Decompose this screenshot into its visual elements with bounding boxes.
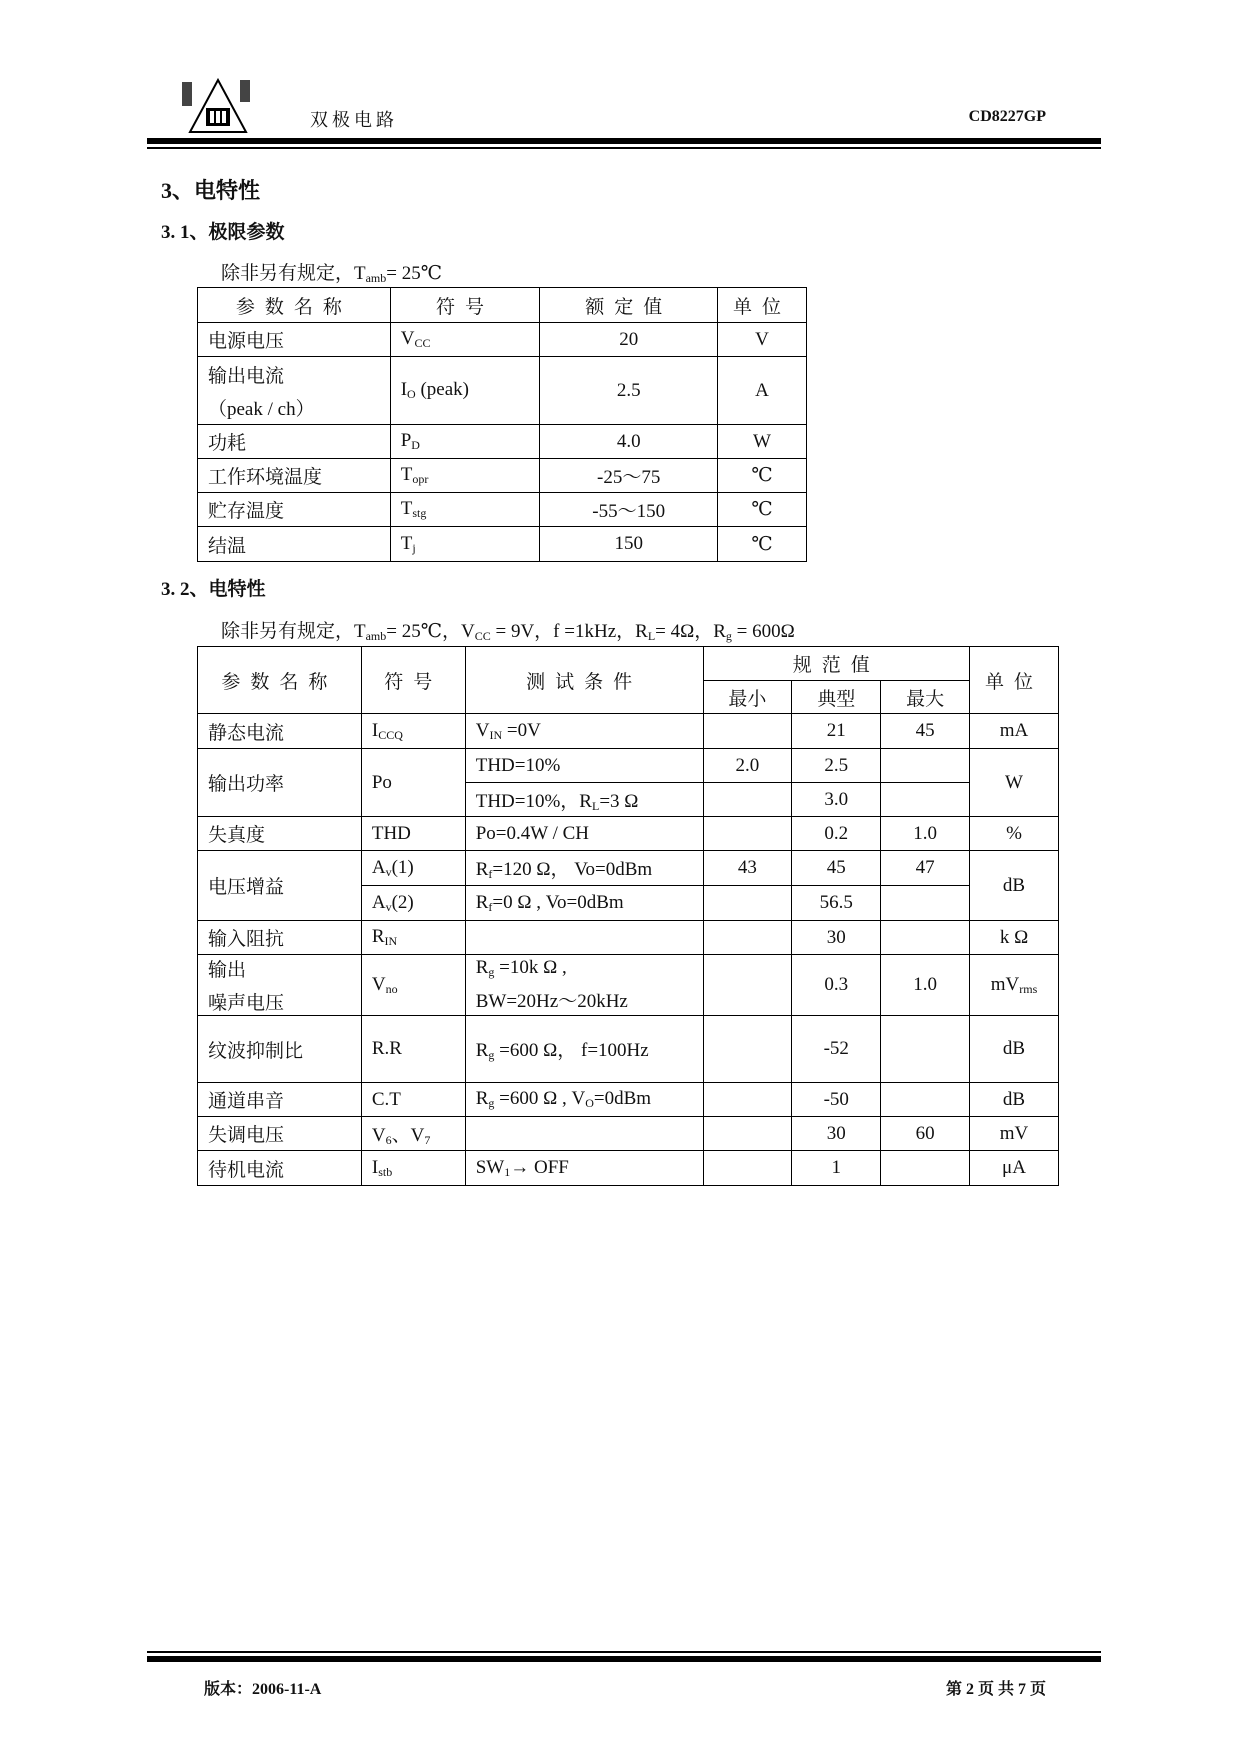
test-condition — [465, 817, 703, 851]
rating: -55～150 — [540, 493, 718, 527]
text-segment: SW — [475, 1156, 505, 1178]
symbol — [361, 1016, 465, 1083]
max-value: 47 — [881, 851, 970, 886]
symbol — [361, 921, 465, 955]
subscript: CC — [414, 336, 431, 350]
condition-line1 — [476, 854, 693, 882]
text-segment: T — [400, 464, 413, 485]
rating: 2.5 — [540, 357, 718, 425]
subscript: IN — [384, 934, 398, 948]
param-name — [198, 1016, 362, 1083]
unit — [970, 955, 1059, 1016]
param-name-line1: 输出功率 — [208, 774, 285, 795]
header-cell: 最大 — [881, 681, 970, 714]
text-segment: 除非另有规定，T — [221, 621, 366, 642]
max-value — [881, 921, 970, 955]
rating: -25～75 — [540, 459, 718, 493]
text-segment: =0 Ω , Vo=0dBm — [492, 891, 624, 913]
header-cell: 额定值 — [540, 288, 718, 323]
text-segment: = 25℃ — [386, 263, 443, 284]
text-segment: =3 Ω — [599, 790, 639, 812]
max-value — [881, 749, 970, 783]
param-name: 贮存温度 — [198, 493, 391, 527]
condition-line1 — [476, 786, 693, 814]
test-condition — [465, 714, 703, 749]
typ-value: 21 — [792, 714, 881, 749]
test-condition — [465, 1083, 703, 1117]
text-segment: dB — [1002, 1088, 1026, 1110]
test-condition — [465, 886, 703, 921]
subscript: 7 — [424, 1132, 431, 1147]
param-name-line1: 输入阻抗 — [208, 929, 285, 950]
condition-line1 — [476, 823, 693, 845]
symbol — [361, 749, 465, 817]
test-condition — [465, 921, 703, 955]
unit: V — [718, 323, 807, 357]
text-segment: 、V — [391, 1124, 425, 1146]
subscript: L — [591, 798, 600, 813]
subscript: amb — [365, 271, 387, 285]
param-name — [198, 921, 362, 955]
text-segment: THD=10%，R — [475, 790, 592, 812]
text-segment: P — [400, 430, 412, 451]
section-title: 3、电特性 — [161, 178, 261, 203]
param-name-line1: 静态电流 — [208, 722, 285, 744]
abs-max-title: 3. 1、极限参数 — [161, 222, 285, 243]
min-value — [703, 714, 792, 749]
param-name-line1: 通道串音 — [208, 1091, 285, 1112]
header-cell: 规范值 — [703, 647, 970, 681]
test-condition — [465, 851, 703, 886]
subscript: CCQ — [378, 727, 403, 742]
min-value — [703, 955, 792, 1016]
unit — [970, 714, 1059, 749]
text-segment: R — [475, 957, 489, 978]
rating: 20 — [540, 323, 718, 357]
subscript: j — [412, 540, 416, 555]
symbol — [361, 1151, 465, 1186]
page-number: 第 2 页 共 7 页 — [945, 1681, 1046, 1698]
subscript: 6 — [385, 1132, 392, 1147]
text-segment: = 25℃，V — [386, 621, 475, 642]
text-segment: μA — [1002, 1157, 1026, 1178]
subscript: f — [488, 899, 493, 914]
symbol — [361, 1083, 465, 1117]
test-condition — [465, 1151, 703, 1186]
param-name-line1: 纹波抑制比 — [208, 1040, 304, 1062]
header-rule-thick — [147, 138, 1101, 144]
test-condition — [465, 955, 703, 1016]
param-name-line1: 电压增益 — [208, 877, 285, 898]
min-value: 43 — [703, 851, 792, 886]
abs-max-table — [197, 287, 807, 562]
text-segment: → OFF — [510, 1156, 569, 1178]
text-segment: R — [475, 1040, 489, 1061]
param-name-line1: 输出 — [208, 960, 247, 981]
text-segment: V — [371, 973, 386, 995]
elec-table — [197, 646, 1059, 1186]
test-condition — [465, 749, 703, 783]
subscript: opr — [412, 472, 429, 486]
typ-value: 3.0 — [792, 783, 881, 817]
param-name-line2: 噪声电压 — [208, 993, 285, 1014]
elec-condition — [221, 616, 795, 644]
text-segment: (peak) — [415, 379, 469, 400]
text-segment: R — [371, 926, 385, 947]
unit — [970, 1016, 1059, 1083]
table-row — [198, 921, 1059, 955]
typ-value: -52 — [792, 1016, 881, 1083]
text-segment: 除非另有规定，T — [221, 263, 366, 284]
param-name: 功耗 — [198, 425, 391, 459]
subscript: g — [488, 1096, 495, 1110]
param-name-line2: （peak / ch） — [208, 398, 315, 420]
param-name — [198, 1083, 362, 1117]
param-name: 结温 — [198, 527, 391, 562]
subscript: g — [488, 1048, 495, 1062]
min-value: 2.0 — [703, 749, 792, 783]
symbol — [390, 357, 540, 425]
unit: A — [718, 357, 807, 425]
rating: 150 — [540, 527, 718, 562]
typ-value: 56.5 — [792, 886, 881, 921]
typ-value: 0.2 — [792, 817, 881, 851]
min-value — [703, 1151, 792, 1186]
text-segment: I — [371, 719, 379, 741]
min-value — [703, 921, 792, 955]
unit — [970, 1117, 1059, 1151]
param-name — [198, 714, 362, 749]
table-row — [198, 1117, 1059, 1151]
min-value — [703, 1016, 792, 1083]
min-value — [703, 1117, 792, 1151]
subscript: v — [385, 899, 392, 914]
header-cell: 参数名称 — [198, 288, 391, 323]
subscript: IN — [489, 727, 503, 742]
text-segment: =600 Ω， f=100Hz — [494, 1040, 649, 1061]
typ-value: 1 — [792, 1151, 881, 1186]
table-row — [198, 714, 1059, 749]
text-segment: THD — [371, 822, 411, 844]
subscript: O — [585, 1096, 594, 1110]
unit — [970, 921, 1059, 955]
header-cell: 最小 — [703, 681, 792, 714]
param-name-line1: 失调电压 — [208, 1125, 285, 1146]
typ-value: 30 — [792, 921, 881, 955]
version: 版本：2006-11-A — [204, 1681, 322, 1698]
header-cell: 符号 — [390, 288, 540, 323]
table-row — [198, 527, 807, 562]
unit — [970, 817, 1059, 851]
text-segment: R — [475, 891, 489, 913]
subscript: D — [411, 438, 420, 452]
text-segment: A — [371, 891, 386, 913]
subscript: g — [725, 629, 732, 643]
max-value: 60 — [881, 1117, 970, 1151]
unit: ℃ — [718, 459, 807, 493]
footer-rule-thin — [147, 1651, 1101, 1653]
condition-line1 — [476, 755, 693, 777]
typ-value: 45 — [792, 851, 881, 886]
header-cell: 测试条件 — [465, 647, 703, 714]
text-segment: C.T — [371, 1088, 401, 1110]
subscript: 1 — [504, 1164, 511, 1179]
text-segment: mV — [990, 973, 1020, 995]
elec-title: 3. 2、电特性 — [161, 579, 266, 600]
text-segment: W — [1005, 771, 1023, 793]
text-segment: R.R — [371, 1038, 402, 1059]
table-row — [198, 749, 1059, 783]
table-header-row — [198, 288, 807, 323]
param-name-line1: 失真度 — [208, 825, 266, 846]
min-value — [703, 817, 792, 851]
header-cell: 典型 — [792, 681, 881, 714]
typ-value: 0.3 — [792, 955, 881, 1016]
symbol — [361, 817, 465, 851]
text-segment: BW=20Hz～20kHz — [475, 991, 628, 1012]
text-segment: R — [475, 1088, 489, 1109]
table-row — [198, 1016, 1059, 1083]
symbol — [390, 459, 540, 493]
table-row — [198, 1083, 1059, 1117]
text-segment: = 600Ω — [731, 621, 795, 642]
symbol — [361, 886, 465, 921]
max-value: 45 — [881, 714, 970, 749]
text-segment: dB — [1002, 874, 1026, 896]
text-segment: =120 Ω， Vo=0dBm — [492, 859, 653, 880]
text-segment: =10k Ω , — [494, 957, 567, 978]
unit — [970, 749, 1059, 817]
subscript: v — [385, 864, 392, 879]
table-row — [198, 817, 1059, 851]
param-name — [198, 851, 362, 921]
param-name — [198, 817, 362, 851]
unit: ℃ — [718, 527, 807, 562]
subscript: amb — [365, 629, 387, 643]
text-segment: THD=10% — [475, 754, 561, 776]
subscript: g — [488, 965, 495, 979]
test-condition — [465, 783, 703, 817]
condition-line1 — [476, 957, 693, 980]
symbol — [390, 493, 540, 527]
unit: W — [718, 425, 807, 459]
text-segment: mV — [999, 1122, 1029, 1144]
param-name-line1: 待机电流 — [208, 1159, 285, 1181]
max-value — [881, 886, 970, 921]
min-value — [703, 783, 792, 817]
param-name — [198, 357, 391, 425]
table-header-row — [198, 647, 1059, 681]
text-segment: dB — [1002, 1038, 1026, 1059]
rating: 4.0 — [540, 425, 718, 459]
text-segment: =0dBm — [593, 1088, 652, 1109]
typ-value: 2.5 — [792, 749, 881, 783]
text-segment: V — [475, 719, 490, 741]
symbol — [361, 851, 465, 886]
subscript: stb — [378, 1164, 393, 1179]
unit — [970, 851, 1059, 921]
symbol — [361, 714, 465, 749]
text-segment: R — [475, 859, 489, 880]
unit — [970, 1083, 1059, 1117]
table-row — [198, 493, 807, 527]
param-name — [198, 749, 362, 817]
text-segment: =600 Ω , V — [494, 1088, 586, 1109]
typ-value: 30 — [792, 1117, 881, 1151]
text-segment: T — [400, 532, 413, 554]
table-row — [198, 323, 807, 357]
subscript: no — [385, 981, 398, 996]
min-value — [703, 886, 792, 921]
condition-line1 — [476, 1035, 693, 1063]
condition-line1 — [476, 1088, 693, 1111]
unit — [970, 1151, 1059, 1186]
table-row — [198, 357, 807, 425]
subscript: O — [407, 387, 416, 401]
param-name — [198, 1117, 362, 1151]
header-title: 双极电路 — [310, 110, 398, 130]
text-segment: = 9V，f =1kHz，R — [490, 621, 648, 642]
param-name — [198, 955, 362, 1016]
typ-value: -50 — [792, 1083, 881, 1117]
text-segment: T — [400, 498, 413, 519]
subscript: f — [488, 867, 493, 881]
condition-line2 — [476, 986, 693, 1013]
symbol — [361, 955, 465, 1016]
text-segment: Po — [371, 771, 392, 793]
text-segment: k Ω — [999, 926, 1029, 948]
subscript: CC — [474, 629, 491, 643]
max-value: 1.0 — [881, 817, 970, 851]
text-segment: I — [400, 379, 408, 400]
min-value — [703, 1083, 792, 1117]
header-rule-thin — [147, 147, 1101, 149]
text-segment: Po=0.4W / CH — [475, 822, 590, 844]
max-value — [881, 1016, 970, 1083]
unit: ℃ — [718, 493, 807, 527]
text-segment: (1) — [391, 856, 414, 878]
abs-max-condition — [221, 258, 442, 286]
subscript: stg — [412, 506, 427, 520]
param-name — [198, 1151, 362, 1186]
param-name: 工作环境温度 — [198, 459, 391, 493]
table-row — [198, 459, 807, 493]
condition-line1 — [476, 1157, 693, 1180]
text-segment: V — [400, 328, 415, 349]
text-segment: (2) — [391, 891, 414, 913]
table-row — [198, 1151, 1059, 1186]
part-number: CD8227GP — [968, 108, 1046, 125]
header-cell: 单位 — [970, 647, 1059, 714]
table-row — [198, 955, 1059, 1016]
header-cell: 参数名称 — [198, 647, 362, 714]
max-value — [881, 1151, 970, 1186]
condition-line1 — [476, 720, 693, 743]
header-cell: 单位 — [718, 288, 807, 323]
text-segment: I — [371, 1156, 379, 1178]
header-cell: 符号 — [361, 647, 465, 714]
company-logo — [180, 78, 256, 134]
text-segment: % — [1006, 822, 1022, 844]
subscript: rms — [1019, 981, 1038, 996]
max-value — [881, 1083, 970, 1117]
text-segment: =0V — [502, 719, 541, 741]
footer-rule-thick — [147, 1656, 1101, 1662]
table-row — [198, 425, 807, 459]
param-name: 电源电压 — [198, 323, 391, 357]
text-segment: V — [371, 1124, 386, 1146]
text-segment: mA — [999, 720, 1029, 741]
symbol — [361, 1117, 465, 1151]
text-segment: = 4Ω，R — [655, 621, 726, 642]
max-value — [881, 783, 970, 817]
table-row — [198, 851, 1059, 886]
test-condition — [465, 1016, 703, 1083]
test-condition — [465, 1117, 703, 1151]
subscript: L — [647, 629, 656, 643]
symbol — [390, 425, 540, 459]
symbol — [390, 323, 540, 357]
text-segment: A — [371, 856, 386, 878]
max-value: 1.0 — [881, 955, 970, 1016]
symbol — [390, 527, 540, 562]
condition-line1 — [476, 892, 693, 915]
param-name-line1: 输出电流 — [208, 365, 285, 387]
